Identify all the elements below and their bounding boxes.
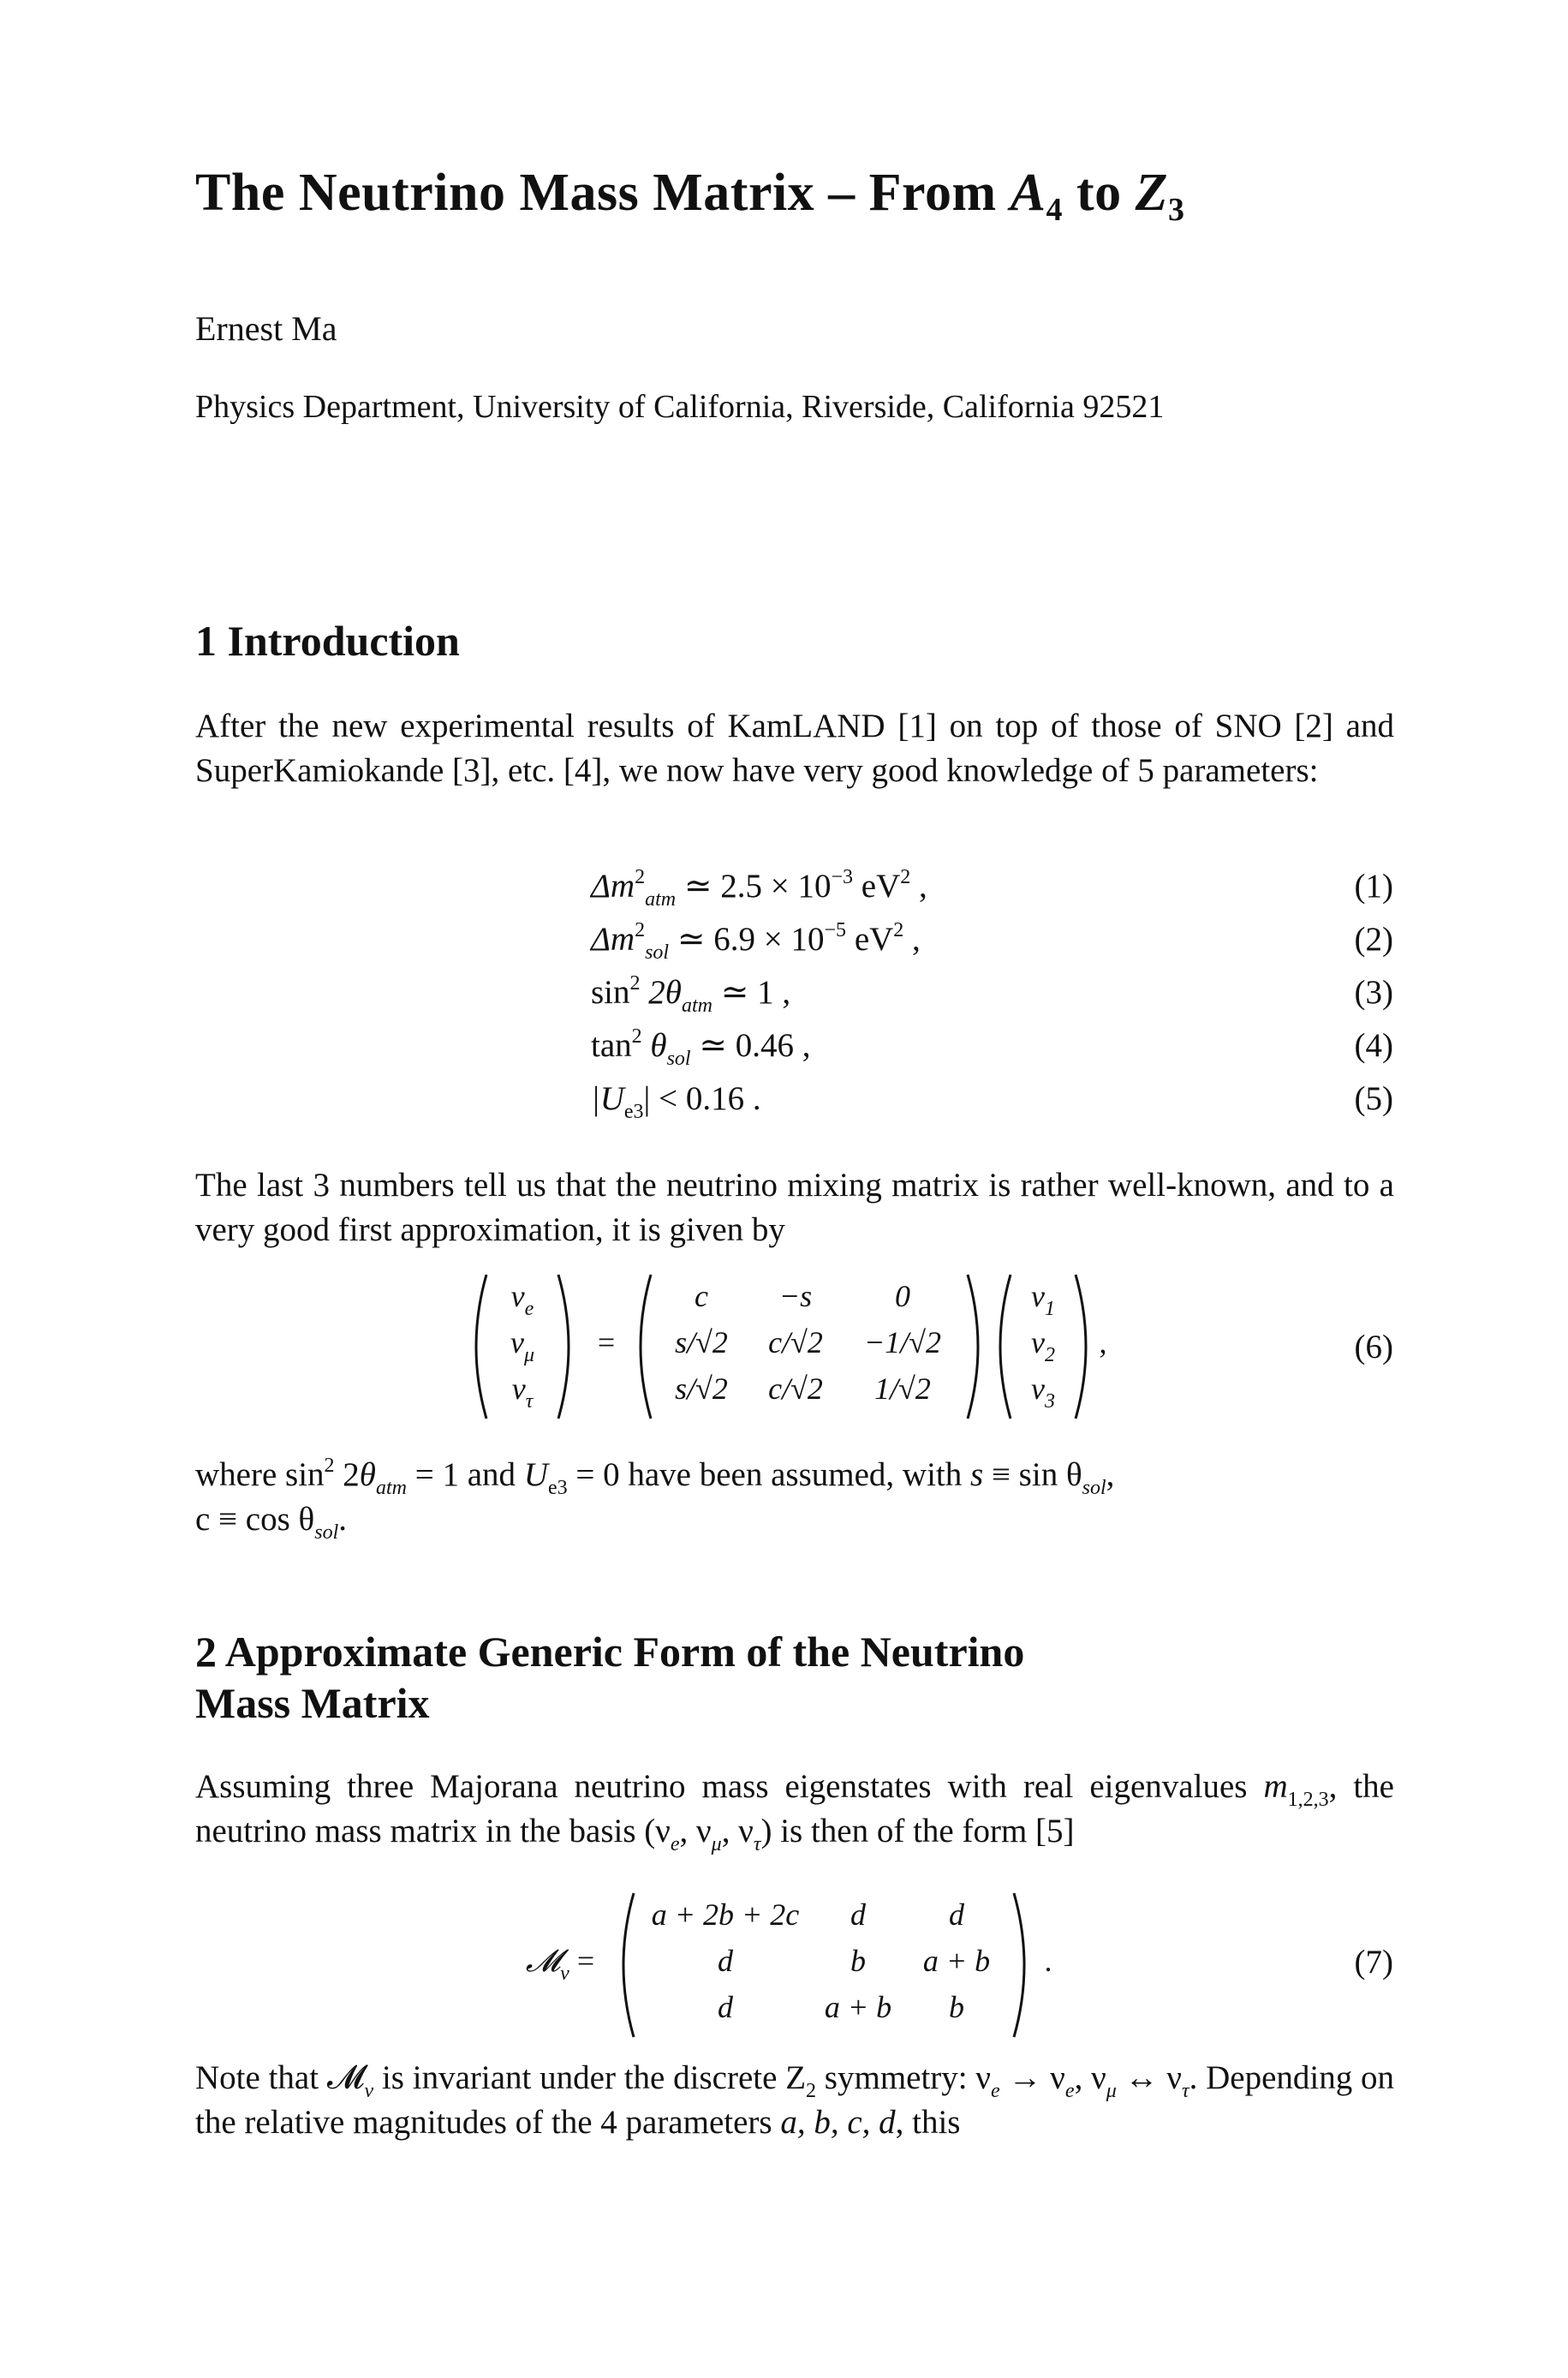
intro-paragraph-3: where $\sin^2 2\theta_{atm} = 1$ and $U_{e3} = 0$ have been assumed, with $s \equiv \sin \theta_{sol}$, $c \equiv \cos \theta_{sol}$. [195, 1455, 1115, 1544]
section-1-heading: 1 Introduction [195, 617, 460, 665]
eq6-cell-1-1: c [695, 1279, 708, 1313]
eq6-cell-3-1: s/√2 [675, 1371, 728, 1406]
eq7-cell-2-3: a + b [922, 1944, 991, 1978]
equation-7-number: (7) [1354, 1944, 1393, 1981]
eq6-comma: , [1099, 1325, 1107, 1359]
eq6-cell-1-3: 0 [895, 1279, 910, 1313]
eq6-nu-mu: $\nu_\mu$ [510, 1325, 535, 1366]
equation-1: $\Delta m^2_{atm}$ ≃ $2.5 \times 10^{-3}$ $eV^2$ , [591, 866, 927, 911]
equation-1-number: (1) [1354, 868, 1393, 905]
intro-paragraph-2: The last 3 numbers tell us that the neutrino mixing matrix is rather well-known, and to a very good first approximation, it is given by [195, 1167, 1394, 1248]
eq6-nu-tau: $\nu_\tau$ [511, 1371, 534, 1413]
equation-5-number: (5) [1354, 1080, 1393, 1117]
equation-2: $\Delta m^2_{sol}$ ≃ $6.9 \times 10^{-5}$ $eV^2$ , [591, 919, 921, 964]
eq6-cell-1-2: −s [778, 1279, 813, 1313]
eq6-cell-2-2: c/√2 [768, 1325, 823, 1359]
eq7-cell-2-1: d [718, 1944, 733, 1978]
equation-5: $|U_{e3}| < 0.16$ . [591, 1080, 761, 1123]
author: Ernest Ma [195, 309, 337, 348]
intro-paragraph-1: After the new experimental results of KamLAND [1] on top of those of SNO [2] and SuperKamiokande [3], etc. [4], we now have very good knowledge of 5 parameters: [195, 708, 1394, 789]
eq6-nu-1: $\nu_1$ [1031, 1279, 1055, 1320]
eq7-cell-2-2: b [850, 1944, 866, 1978]
eq6-cell-2-1: s/√2 [675, 1325, 728, 1359]
eq6-cell-3-3: 1/√2 [874, 1371, 931, 1406]
eq7-cell-3-1: d [718, 1990, 733, 2024]
eq7-cell-3-2: a + b [824, 1990, 892, 2024]
eq6-nu-3: $\nu_3$ [1031, 1371, 1055, 1413]
equation-6-number: (6) [1354, 1329, 1393, 1365]
equation-3-number: (3) [1354, 974, 1393, 1011]
eq7-lhs: 𝓜$_\nu$ = [525, 1944, 595, 1985]
equation-4-number: (4) [1354, 1027, 1393, 1064]
equation-6 [462, 1270, 1113, 1424]
section-2-heading: 2 Approximate Generic Form of the Neutrino Mass Matrix [195, 1628, 1025, 1727]
eq6-equals: = [597, 1325, 616, 1359]
affiliation: Physics Department, University of California, Riverside, California 92521 [195, 389, 1165, 425]
paper-title: The Neutrino Mass Matrix – From $A_4$ to $Z_3$ [195, 164, 1185, 228]
eq6-nu-2: $\nu_2$ [1031, 1325, 1055, 1366]
eq6-cell-2-3: −1/√2 [863, 1325, 942, 1359]
equation-2-number: (2) [1354, 921, 1393, 958]
eq7-period: . [1044, 1944, 1052, 1978]
eq7-cell-1-3: d [949, 1897, 964, 1932]
section-2-paragraph-2: Note that 𝓜$_\nu$ is invariant under the discrete $Z_2$ symmetry: $\nu_e \to \nu_e$, $\nu_\mu$ ↔ $\nu_\tau$. Depending on the relative magnitudes of the 4 parameters a, b, c, d, this [195, 2059, 1395, 2141]
eq7-cell-3-3: b [949, 1990, 964, 2024]
eq6-cell-3-2: c/√2 [768, 1371, 823, 1406]
equation-7 [500, 1888, 1065, 2042]
eq7-cell-1-2: d [850, 1897, 866, 1932]
eq7-cell-1-1: a + 2b + 2c [651, 1897, 800, 1932]
eq6-nu-e: $\nu_e$ [510, 1279, 534, 1320]
section-2-paragraph-1: Assuming three Majorana neutrino mass eigenstates with real eigenvalues $m_{1,2,3}$, the neutrino mass matrix in the basis ($\nu_e$, $\nu_\mu$, $\nu_\tau$) is then of the form [5] [195, 1768, 1394, 1855]
equation-3: $\sin^2 2\theta_{atm}$ ≃ 1 , [591, 972, 791, 1017]
equation-4: $\tan^2 \theta_{sol}$ ≃ 0.46 , [591, 1025, 811, 1070]
